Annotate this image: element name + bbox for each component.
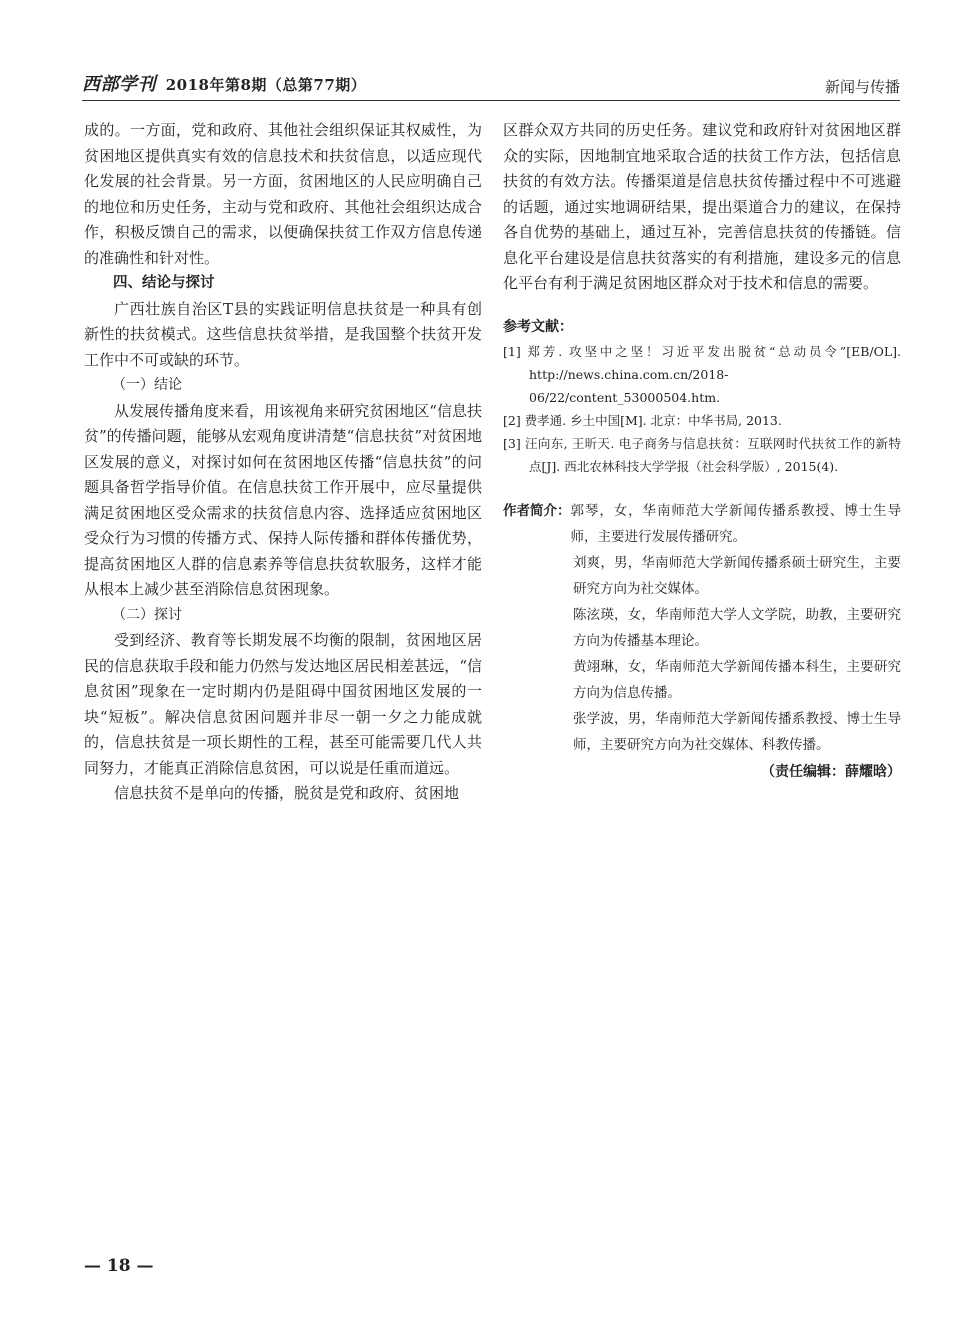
author-bio: 刘爽，男，华南师范大学新闻传播系硕士研究生，主要研究方向为社交媒体。: [573, 555, 901, 597]
paragraph: 区群众双方共同的历史任务。建议党和政府针对贫困地区群众的实际，因地制宜地采取合适的扶贫工作方法，包括信息扶贫的有效方法。传播渠道是信息扶贫传播过程中不可逃避的话题，通过实地调研结果，提出渠道合力的建议，在保持各自优势的基础上，通过互补，完善信息扶贫的传播链。信息化平台建设是信息扶贫落实的有利措施，建设多元的信息化平台有利于满足贫困地区群众对于技术和信息的需要。: [503, 121, 901, 292]
right-column: [503, 118, 901, 786]
references-title: 参考文献：: [503, 318, 573, 335]
subsection-heading: （一）结论: [112, 377, 182, 393]
journal-logo: 西部学刊: [82, 74, 156, 95]
paragraph: 信息扶贫不是单向的传播，脱贫是党和政府、贫困地: [114, 784, 460, 802]
subsection-heading: （二）探讨: [112, 606, 182, 623]
responsible-editor: （责任编辑：薛耀晗）: [761, 764, 901, 780]
section-heading: 四、结论与探讨: [113, 275, 215, 291]
header-divider: [82, 100, 900, 101]
issue-info: 2018年第8期（总第77期）: [165, 76, 367, 94]
author-bio: 黄翊琳，女，华南师范大学新闻传播本科生，主要研究方向为信息传播。: [573, 659, 901, 701]
paragraph: 广西壮族自治区T县的实践证明信息扶贫是一种具有创新性的扶贫模式。这些信息扶贫举措，是我国整个扶贫开发工作中不可或缺的环节。: [84, 299, 482, 369]
paragraph: 成的。一方面，党和政府、其他社会组织保证其权威性，为贫困地区提供真实有效的信息技术和扶贫信息，以适应现代化发展的社会背景。另一方面，贫困地区的人民应明确自己的地位和历史任务，主动与党和政府、其他社会组织达成合作，积极反馈自己的需求，以便确保扶贫工作双方信息传递的准确性和针对性。: [84, 121, 482, 267]
reference-item: [1] 郑芳. 攻坚中之坚！习近平发出脱贫“总动员令”[EB/OL]. http://news.china.com.cn/2018-06/22/content_53000504.htm.: [503, 344, 901, 405]
paragraph: 受到经济、教育等长期发展不均衡的限制，贫困地区居民的信息获取手段和能力仍然与发达地区居民相差甚远，“信息贫困”现象在一定时期内仍是阻碍中国贫困地区发展的一块“短板”。解决信息贫困问题并非尽一朝一夕之力能成就的，信息扶贫是一项长期性的工程，甚至可能需要几代人共同努力，才能真正消除信息贫困，可以说是任重而道远。: [84, 631, 482, 777]
section-title: 新闻与传播: [824, 78, 900, 96]
author-bio: 郭琴，女，华南师范大学新闻传播系教授、博士生导师，主要进行发展传播研究。: [570, 503, 901, 545]
author-bio-label: 作者简介：: [503, 503, 571, 519]
author-bio: 张学波，男，华南师范大学新闻传播系教授、博士生导师，主要研究方向为社交媒体、科教传播。: [573, 711, 901, 753]
paragraph: 从发展传播角度来看，用该视角来研究贫困地区“信息扶贫”的传播问题，能够从宏观角度讲清楚“信息扶贫”对贫困地区发展的意义，对探讨如何在贫困地区传播“信息扶贫”的问题具备哲学指导价值。在信息扶贫工作开展中，应尽量提供满足贫困地区受众需求的扶贫信息内容、选择适应贫困地区受众行为习惯的传播方式、保持人际传播和群体传播优势，提高贫困地区人群的信息素养等信息扶贫软服务，这样才能从根本上减少甚至消除信息贫困现象。: [84, 401, 483, 598]
reference-item: [2] 费孝通. 乡土中国[M]. 北京：中华书局, 2013.: [503, 413, 782, 428]
author-bio: 陈泫瑛，女，华南师范大学人文学院，助教，主要研究方向为传播基本理论。: [573, 607, 901, 649]
page-number: — 18 —: [84, 1256, 154, 1276]
reference-item: [3] 汪向东, 王昕天. 电子商务与信息扶贫：互联网时代扶贫工作的新特点[J]. 西北农林科技大学学报（社会科学版）, 2015(4).: [503, 436, 901, 474]
author-bios: [503, 498, 901, 758]
page-header: [82, 70, 900, 104]
journal-issue: [82, 70, 366, 96]
left-column: [84, 118, 482, 807]
